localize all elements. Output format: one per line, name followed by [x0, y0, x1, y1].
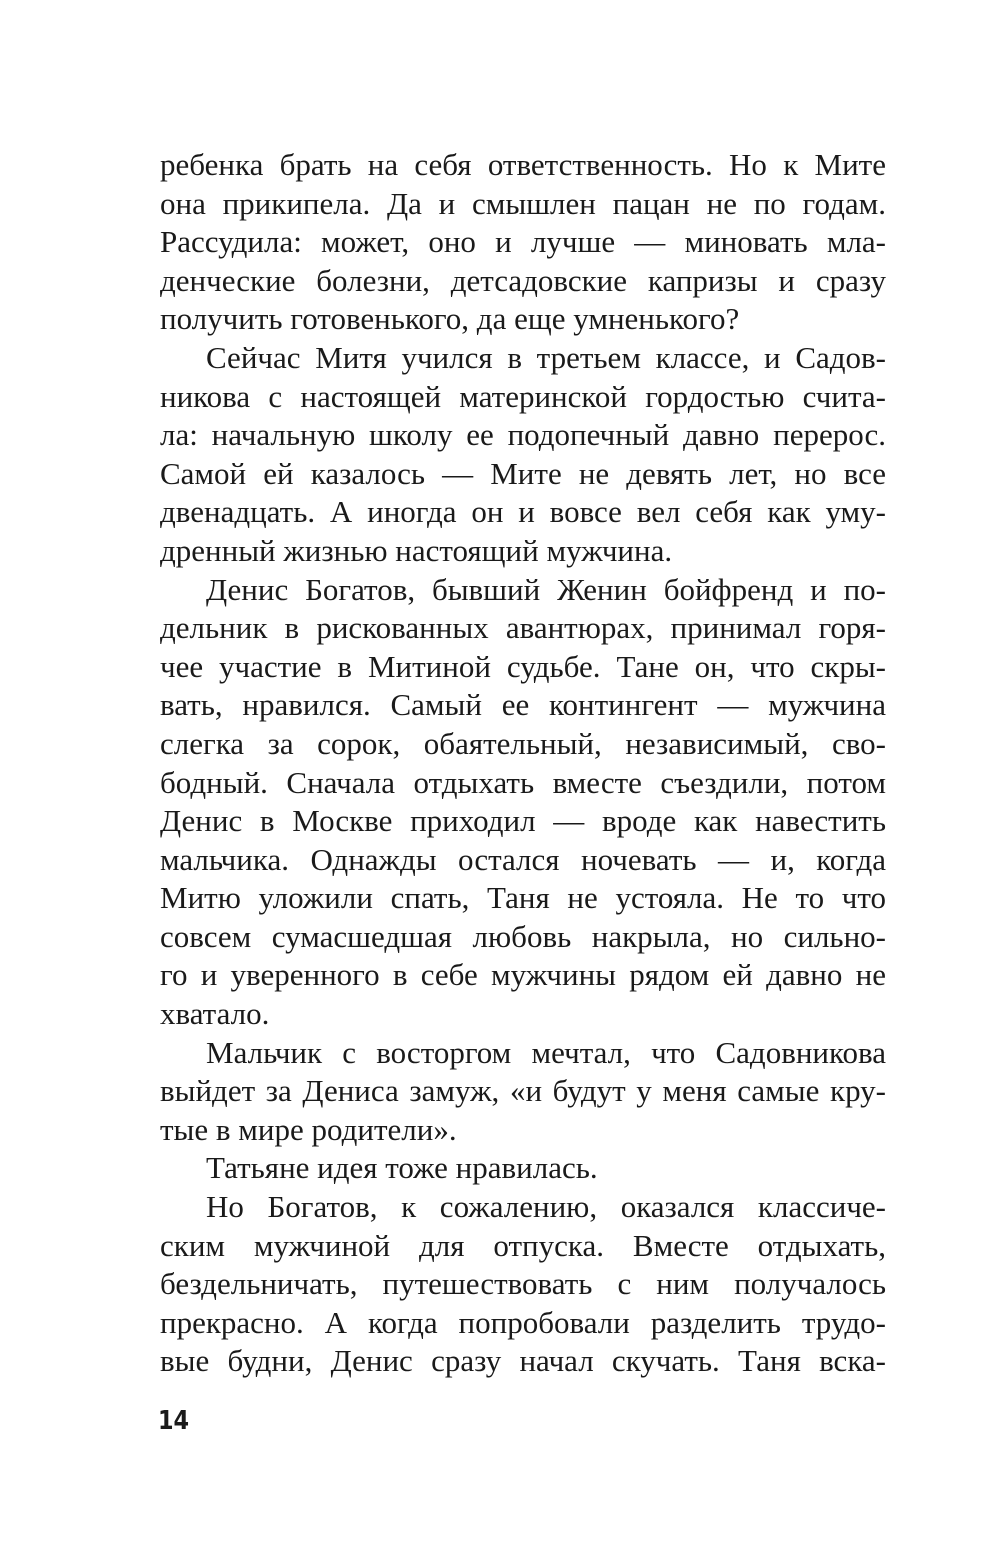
- text-line: Митю уложили спать, Таня не устояла. Не то что: [160, 880, 886, 916]
- text-line: Самой ей казалось — Мите не девять лет, но все: [160, 455, 886, 491]
- text-line: вать, нравился. Самый ее контингент — мужчина: [160, 687, 886, 723]
- text-line: ла: начальную школу ее подопечный давно перерос.: [160, 417, 886, 453]
- text-line: ребенка брать на себя ответственность. Но к Мите: [160, 147, 886, 182]
- text-line: Мальчик с восторгом мечтал, что Садовникова: [206, 1034, 886, 1070]
- text-line: Татьяне идея тоже нравилась.: [206, 1150, 598, 1186]
- text-line: слегка за сорок, обаятельный, независимый, сво-: [160, 725, 886, 761]
- text-line: го и уверенного в себе мужчины рядом ей давно не: [160, 957, 886, 993]
- text-line: получить готовенького, да еще умненького?: [160, 301, 740, 337]
- text-line: она прикипела. Да и смышлен пацан не по годам.: [160, 185, 886, 221]
- text-line: никова с настоящей материнской гордостью счита-: [160, 378, 886, 414]
- text-line: чее участие в Митиной судьбе. Тане он, что скры-: [160, 648, 886, 684]
- text-line: дренный жизнью настоящий мужчина.: [160, 532, 673, 568]
- text-line: Но Богатов, к сожалению, оказался классиче-: [206, 1189, 886, 1225]
- text-line: тые в мире родители».: [160, 1111, 457, 1147]
- body-text: [160, 146, 886, 1381]
- page-number: 14: [158, 1406, 190, 1436]
- text-line: бездельничать, путешествовать с ним получалось: [160, 1266, 886, 1302]
- text-line: Рассудила: может, оно и лучше — миновать мла-: [160, 224, 886, 260]
- text-line: Денис в Москве приходил — вроде как навестить: [160, 803, 886, 839]
- text-line: мальчика. Однажды остался ночевать — и, когда: [160, 841, 886, 877]
- text-line: двенадцать. А иногда он и вовсе вел себя как уму-: [160, 494, 886, 530]
- text-line: совсем сумасшедшая любовь накрыла, но сильно-: [160, 918, 886, 954]
- text-line: Сейчас Митя учился в третьем классе, и Садов-: [206, 339, 886, 375]
- text-line: хватало.: [160, 996, 270, 1032]
- text-line: бодный. Сначала отдыхать вместе съездили, потом: [160, 764, 886, 800]
- text-line: Денис Богатов, бывший Женин бойфренд и по-: [206, 571, 886, 607]
- text-line: дельник в рискованных авантюрах, принимал горя-: [160, 610, 886, 646]
- text-line: денческие болезни, детсадовские капризы и сразу: [160, 262, 886, 298]
- text-line: прекрасно. А когда попробовали разделить трудо-: [160, 1304, 886, 1340]
- text-line: вые будни, Денис сразу начал скучать. Таня вска-: [160, 1343, 886, 1379]
- text-line: ским мужчиной для отпуска. Вместе отдыхать,: [160, 1227, 886, 1263]
- text-line: выйдет за Дениса замуж, «и будут у меня самые кру-: [160, 1073, 886, 1109]
